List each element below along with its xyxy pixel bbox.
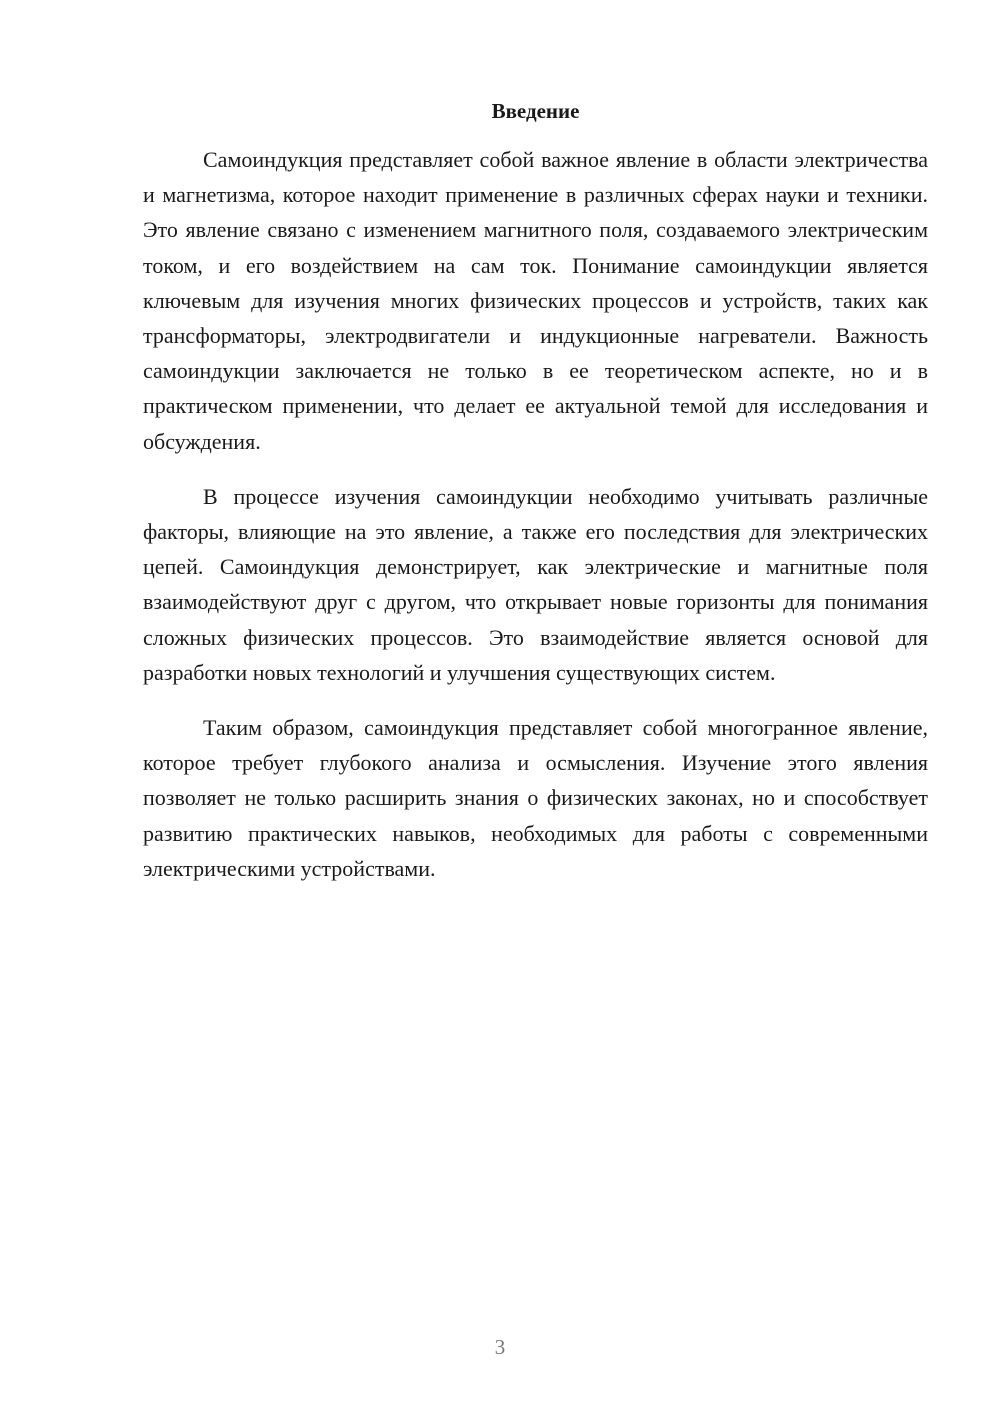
page-number: 3 — [494, 1335, 506, 1359]
section-heading: Введение — [491, 99, 580, 123]
paragraph-2: В процессе изучения самоиндукции необходимо учитывать различные факторы, влияющие на это явление, а также его последствия для электрических цепей. Самоиндукция демонстрирует, как электрические и магнитные поля взаимодействуют друг с другом, что открывает новые горизонты для понимания сложных физических процессов. Это взаимодействие является основой для разработки новых технологий и улучшения существующих систем. — [143, 483, 928, 685]
paragraph-1: Самоиндукция представляет собой важное явление в области электричества и магнетизма, которое находит применение в различных сферах науки и техники. Это явление связано с изменением магнитного поля, создаваемого электрическим током, и его воздействием на сам ток. Понимание самоиндукции является ключевым для изучения многих физических процессов и устройств, таких как трансформаторы, электродвигатели и индукционные нагреватели. Важность самоиндукции заключается не только в ее теоретическом аспекте, но и в практическом применении, что делает ее актуальной темой для исследования и обсуждения. — [143, 147, 928, 454]
body-text — [143, 142, 928, 906]
paragraph-3: Таким образом, самоиндукция представляет собой многогранное явление, которое требует глубокого анализа и осмысления. Изучение этого явления позволяет не только расширить знания о физических законах, но и способствует развитию практических навыков, необходимых для работы с современными электрическими устройствами. — [143, 715, 928, 881]
